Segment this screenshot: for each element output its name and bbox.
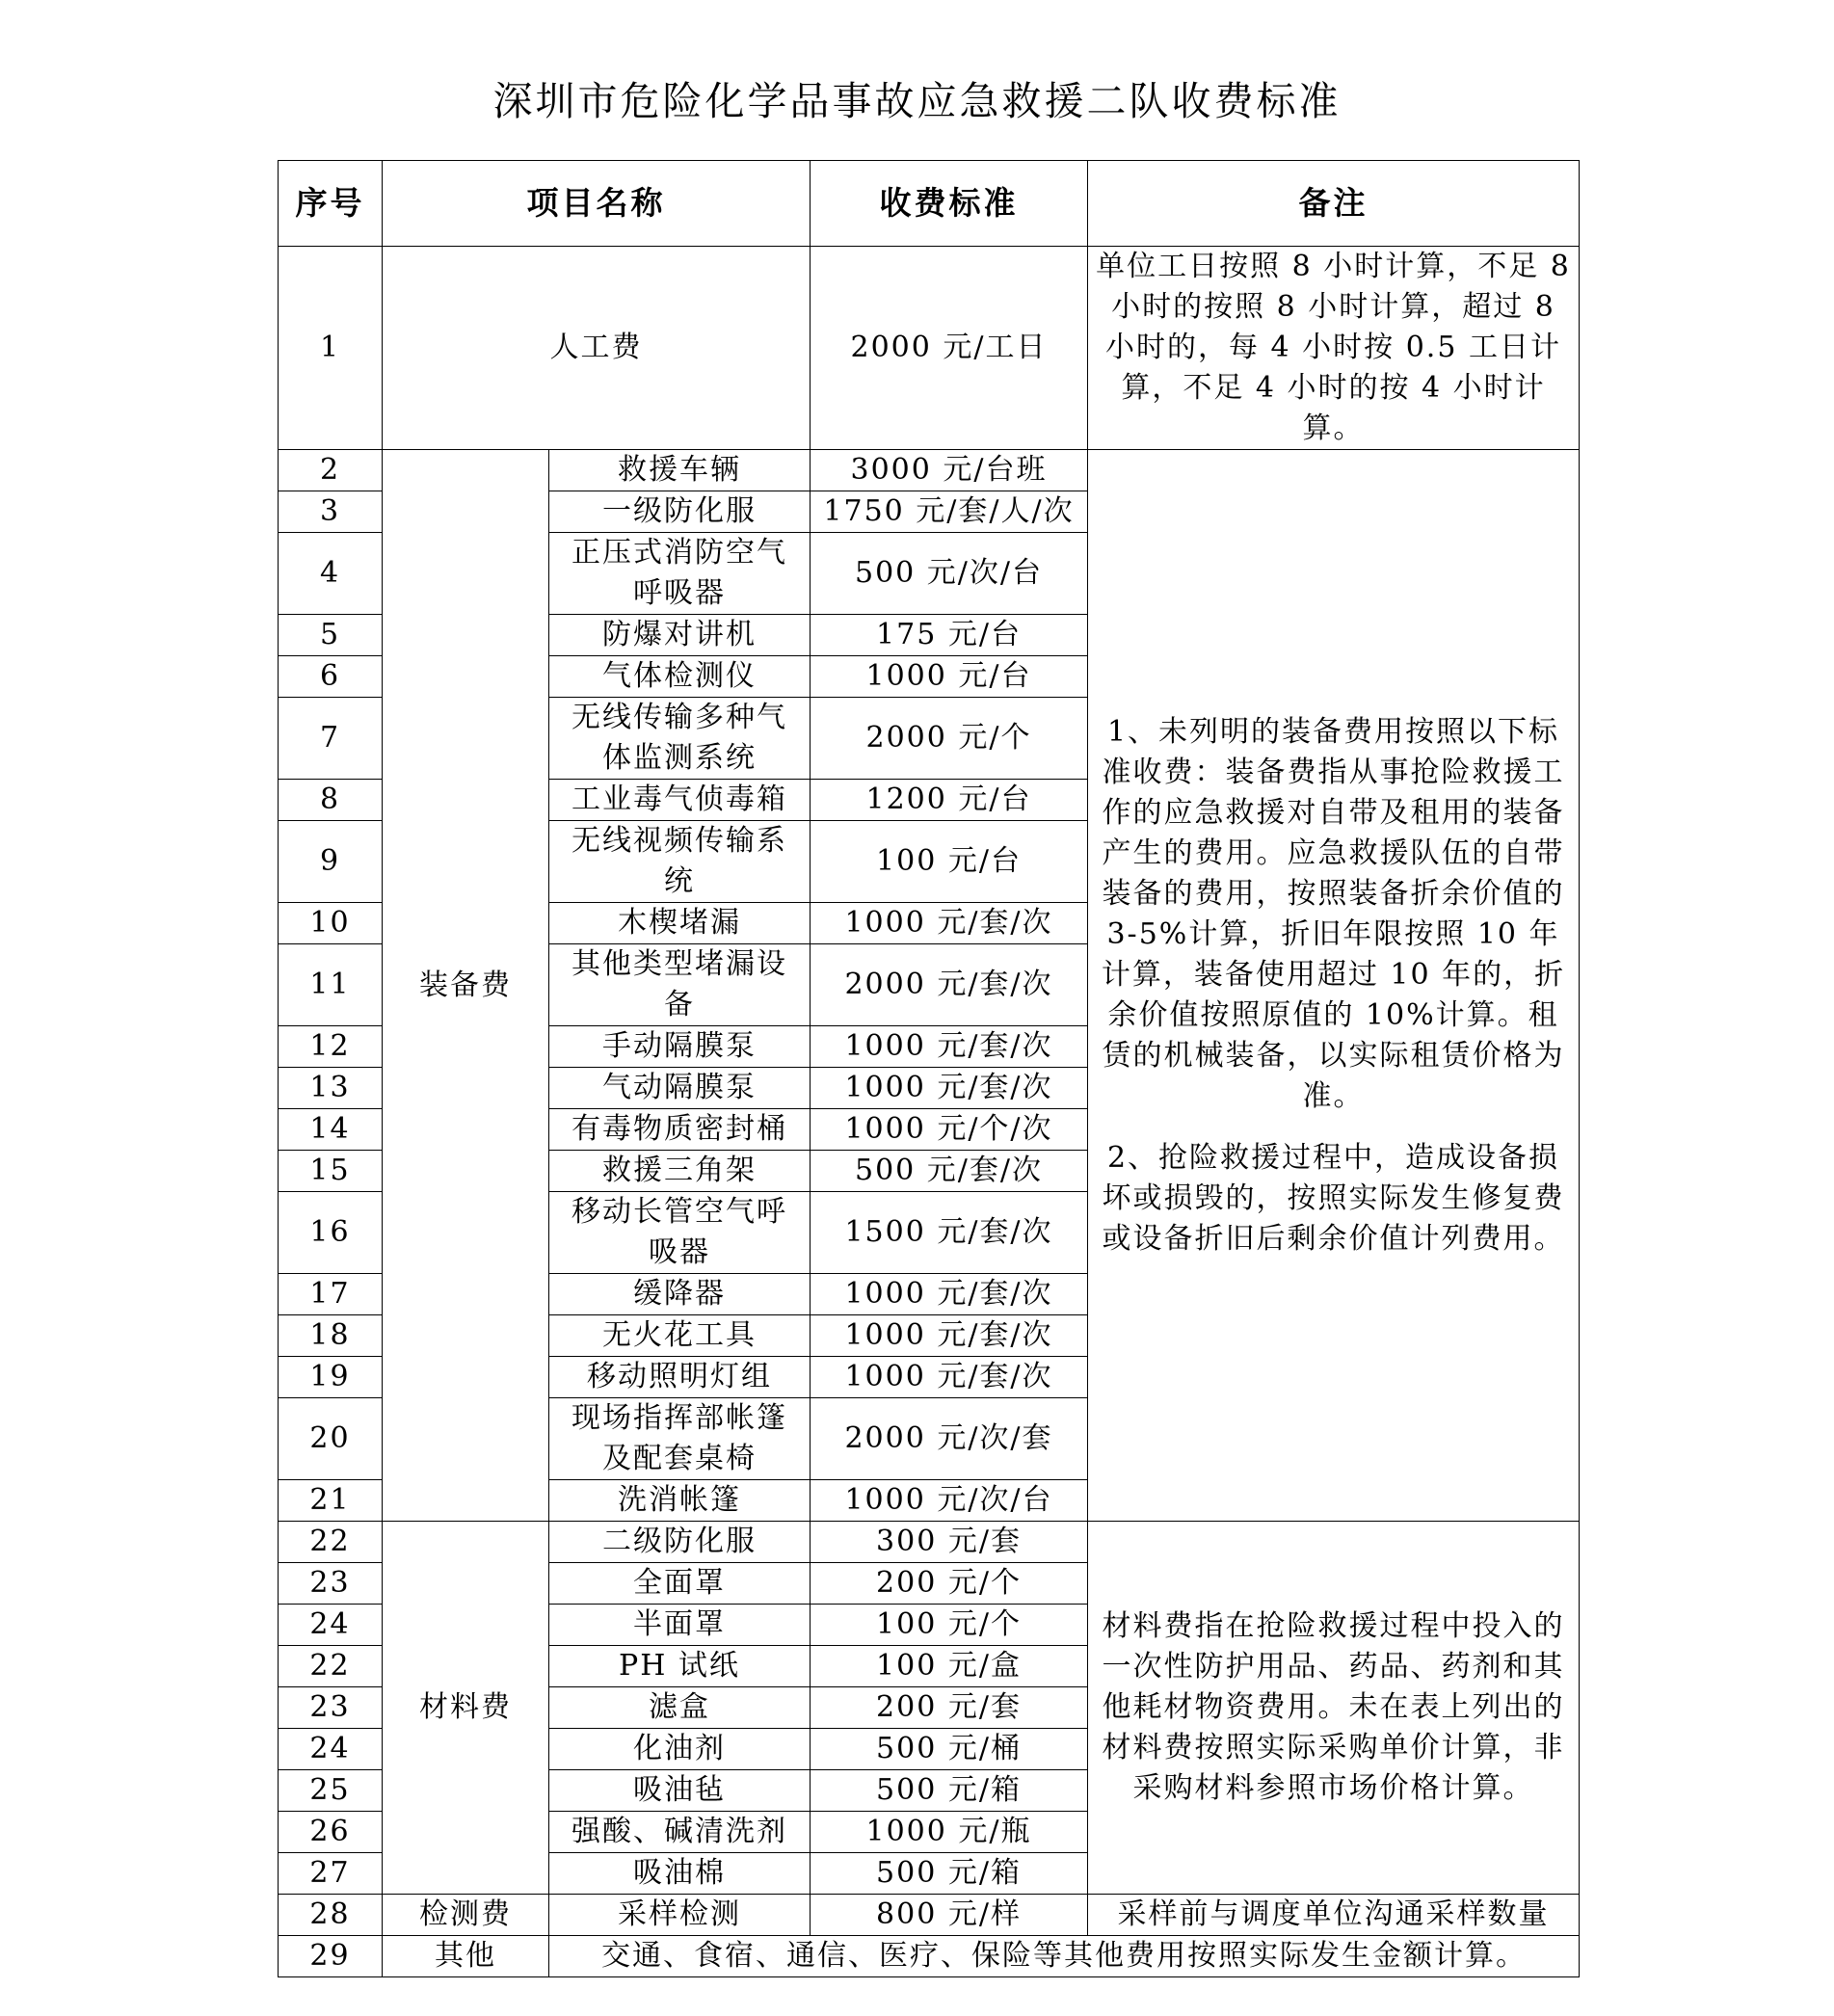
seq-cell: 26 (279, 1812, 383, 1853)
item-name-cell: 全面罩 (549, 1563, 811, 1605)
item-name-cell: 无线视频传输系统 (549, 821, 811, 903)
item-name-cell: 正压式消防空气呼吸器 (549, 533, 811, 615)
price-cell: 1000 元/个/次 (811, 1109, 1088, 1151)
price-cell: 1000 元/次/台 (811, 1480, 1088, 1522)
item-name-cell: 半面罩 (549, 1605, 811, 1646)
item-name-cell: 其他类型堵漏设备 (549, 944, 811, 1026)
item-name-cell: 缓降器 (549, 1274, 811, 1315)
price-cell: 500 元/箱 (811, 1853, 1088, 1895)
seq-cell: 3 (279, 491, 383, 533)
seq-cell: 23 (279, 1687, 383, 1729)
item-name-cell: 滤盒 (549, 1687, 811, 1729)
seq-cell: 20 (279, 1398, 383, 1480)
price-cell: 100 元/个 (811, 1605, 1088, 1646)
item-name-cell: 气动隔膜泵 (549, 1068, 811, 1109)
item-name-cell: 化油剂 (549, 1729, 811, 1770)
item-name-cell: 二级防化服 (549, 1522, 811, 1563)
header-item: 项目名称 (383, 161, 811, 247)
seq-cell: 1 (279, 247, 383, 450)
price-cell: 1200 元/台 (811, 780, 1088, 821)
item-name-cell: 手动隔膜泵 (549, 1026, 811, 1068)
item-name-cell: 防爆对讲机 (549, 615, 811, 656)
other-text-cell: 交通、食宿、通信、医疗、保险等其他费用按照实际发生金额计算。 (549, 1936, 1580, 1977)
seq-cell: 23 (279, 1563, 383, 1605)
price-cell: 300 元/套 (811, 1522, 1088, 1563)
price-cell: 1000 元/套/次 (811, 1357, 1088, 1398)
seq-cell: 14 (279, 1109, 383, 1151)
item-name-cell: 强酸、碱清洗剂 (549, 1812, 811, 1853)
labor-note-cell: 单位工日按照 8 小时计算，不足 8 小时的按照 8 小时计算，超过 8 小时的，每 4 小时按 0.5 工日计算，不足 4 小时的按 4 小时计算。 (1088, 247, 1580, 450)
price-cell: 1000 元/套/次 (811, 903, 1088, 944)
table-row (279, 450, 1580, 491)
item-name-cell: 现场指挥部帐篷及配套桌椅 (549, 1398, 811, 1480)
price-cell: 1000 元/台 (811, 656, 1088, 698)
category-cell: 检测费 (383, 1895, 549, 1936)
table-header-row (279, 161, 1580, 247)
price-cell: 100 元/盒 (811, 1646, 1088, 1687)
seq-cell: 22 (279, 1646, 383, 1687)
item-name-cell: 洗消帐篷 (549, 1480, 811, 1522)
seq-cell: 9 (279, 821, 383, 903)
seq-cell: 24 (279, 1729, 383, 1770)
header-note: 备注 (1088, 161, 1580, 247)
seq-cell: 18 (279, 1315, 383, 1357)
item-name-cell: 救援三角架 (549, 1151, 811, 1192)
item-name-cell: 吸油毡 (549, 1770, 811, 1812)
header-seq: 序号 (279, 161, 383, 247)
price-cell: 3000 元/台班 (811, 450, 1088, 491)
seq-cell: 22 (279, 1522, 383, 1563)
item-name-cell: 木楔堵漏 (549, 903, 811, 944)
seq-cell: 29 (279, 1936, 383, 1977)
price-cell: 500 元/桶 (811, 1729, 1088, 1770)
seq-cell: 24 (279, 1605, 383, 1646)
price-cell: 1000 元/瓶 (811, 1812, 1088, 1853)
item-name-cell: 无火花工具 (549, 1315, 811, 1357)
price-cell: 800 元/样 (811, 1895, 1088, 1936)
seq-cell: 11 (279, 944, 383, 1026)
seq-cell: 10 (279, 903, 383, 944)
price-cell: 1000 元/套/次 (811, 1068, 1088, 1109)
seq-cell: 16 (279, 1192, 383, 1274)
seq-cell: 21 (279, 1480, 383, 1522)
seq-cell: 17 (279, 1274, 383, 1315)
item-name-cell: 移动长管空气呼吸器 (549, 1192, 811, 1274)
price-cell: 1000 元/套/次 (811, 1274, 1088, 1315)
page-title: 深圳市危险化学品事故应急救援二队收费标准 (492, 78, 1342, 124)
price-cell: 2000 元/套/次 (811, 944, 1088, 1026)
fee-table (278, 160, 1580, 1977)
seq-cell: 4 (279, 533, 383, 615)
seq-cell: 5 (279, 615, 383, 656)
seq-cell: 7 (279, 698, 383, 780)
price-cell: 175 元/台 (811, 615, 1088, 656)
price-cell: 2000 元/工日 (811, 247, 1088, 450)
item-name-cell: 采样检测 (549, 1895, 811, 1936)
price-cell: 2000 元/个 (811, 698, 1088, 780)
testing-note-cell: 采样前与调度单位沟通采样数量 (1088, 1895, 1580, 1936)
price-cell: 500 元/箱 (811, 1770, 1088, 1812)
table-row (279, 1895, 1580, 1936)
seq-cell: 13 (279, 1068, 383, 1109)
item-name-cell: 人工费 (383, 247, 811, 450)
item-name-cell: 无线传输多种气体监测系统 (549, 698, 811, 780)
seq-cell: 28 (279, 1895, 383, 1936)
item-name-cell: 一级防化服 (549, 491, 811, 533)
price-cell: 1750 元/套/人/次 (811, 491, 1088, 533)
seq-cell: 27 (279, 1853, 383, 1895)
item-name-cell: 有毒物质密封桶 (549, 1109, 811, 1151)
table-row (279, 1936, 1580, 1977)
seq-cell: 15 (279, 1151, 383, 1192)
category-cell: 装备费 (383, 450, 549, 1522)
table-row (279, 1522, 1580, 1563)
item-name-cell: 吸油棉 (549, 1853, 811, 1895)
equipment-note-cell (1088, 450, 1580, 1522)
item-name-cell: 气体检测仪 (549, 656, 811, 698)
price-cell: 100 元/台 (811, 821, 1088, 903)
category-cell: 其他 (383, 1936, 549, 1977)
seq-cell: 2 (279, 450, 383, 491)
item-name-cell: 工业毒气侦毒箱 (549, 780, 811, 821)
category-cell: 材料费 (383, 1522, 549, 1895)
seq-cell: 6 (279, 656, 383, 698)
header-price: 收费标准 (811, 161, 1088, 247)
item-name-cell: PH 试纸 (549, 1646, 811, 1687)
price-cell: 1500 元/套/次 (811, 1192, 1088, 1274)
seq-cell: 19 (279, 1357, 383, 1398)
table-row (279, 247, 1580, 450)
note-paragraph: 1、未列明的装备费用按照以下标准收费：装备费指从事抢险救援工作的应急救援对自带及租用的装备产生的费用。应急救援队伍的自带装备的费用，按照装备折余价值的 3-5%计算，折旧年限按照 10 年计算，装备使用超过 10 年的，折余价值按照原值的 10%计算。租赁的机械装备，以实际租赁价格为准。 (1101, 714, 1566, 1113)
seq-cell: 8 (279, 780, 383, 821)
price-cell: 1000 元/套/次 (811, 1315, 1088, 1357)
price-cell: 200 元/套 (811, 1687, 1088, 1729)
seq-cell: 12 (279, 1026, 383, 1068)
note-paragraph: 2、抢险救援过程中，造成设备损坏或损毁的，按照实际发生修复费或设备折旧后剩余价值计列费用。 (1102, 1140, 1565, 1256)
price-cell: 200 元/个 (811, 1563, 1088, 1605)
price-cell: 500 元/次/台 (811, 533, 1088, 615)
seq-cell: 25 (279, 1770, 383, 1812)
materials-note-cell: 材料费指在抢险救援过程中投入的一次性防护用品、药品、药剂和其他耗材物资费用。未在表上列出的材料费按照实际采购单价计算，非采购材料参照市场价格计算。 (1088, 1522, 1580, 1895)
price-cell: 1000 元/套/次 (811, 1026, 1088, 1068)
price-cell: 500 元/套/次 (811, 1151, 1088, 1192)
item-name-cell: 移动照明灯组 (549, 1357, 811, 1398)
item-name-cell: 救援车辆 (549, 450, 811, 491)
price-cell: 2000 元/次/套 (811, 1398, 1088, 1480)
